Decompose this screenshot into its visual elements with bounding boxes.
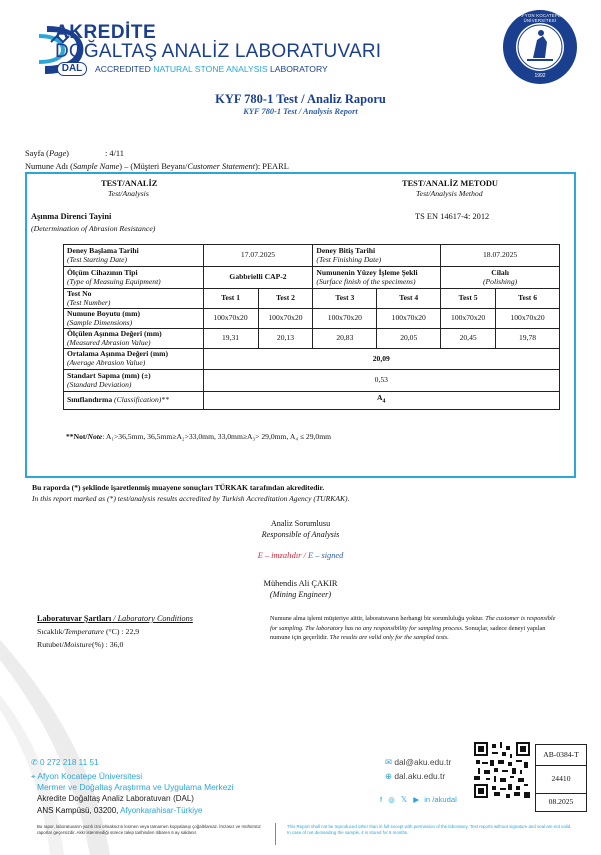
test-name: Aşınma Direnci Tayini bbox=[31, 212, 112, 221]
table-row bbox=[64, 349, 560, 370]
end-label: Deney Bitiş Tarihi bbox=[316, 245, 376, 255]
document-id-box bbox=[535, 744, 587, 812]
device-label-en: (Type of Measuing Equipment) bbox=[67, 276, 161, 286]
sd-label-en: (Standard Deviation) bbox=[67, 379, 132, 389]
page-label: Sayfa ( bbox=[25, 149, 49, 158]
page-label-en: Page bbox=[48, 149, 67, 158]
test-number: Test 3 bbox=[313, 289, 377, 309]
footer-divider bbox=[275, 823, 276, 845]
accreditation-tr: Bu raporda (*) şeklinde işaretlenmiş muayene sonuçları TÜRKAK tarafından akreditedir. bbox=[32, 483, 325, 492]
disclaimer-tr1: Numune alma işlemi müşteriye aittir, laboratuvarın herhangi bir sorumluluğu yoktur. bbox=[270, 615, 484, 622]
test-number: Test 4 bbox=[377, 289, 441, 309]
end-label-cell bbox=[313, 245, 441, 267]
university-seal bbox=[503, 10, 577, 84]
dim-value: 100x70x20 bbox=[203, 309, 258, 329]
footer-social bbox=[380, 795, 457, 804]
surface-value-en: (Polishing) bbox=[483, 276, 518, 286]
dim-value: 100x70x20 bbox=[441, 309, 496, 329]
dim-label: Numune Boyutu (mm) bbox=[67, 308, 140, 318]
test-method: TS EN 14617-4: 2012 bbox=[415, 212, 490, 221]
engineer-name: Mühendis Ali ÇAKIR bbox=[263, 579, 338, 588]
class-sub: 4 bbox=[382, 398, 386, 405]
table-row bbox=[64, 329, 560, 349]
sample-label: Numune Adı ( bbox=[25, 162, 73, 171]
page-label-end: ) bbox=[66, 149, 69, 158]
test-number: Test 6 bbox=[496, 289, 560, 309]
university-name: Afyon Kocatepe Üniversitesi bbox=[37, 771, 143, 781]
responsible-title: Analiz Sorumlusu bbox=[270, 519, 331, 528]
sample-label-en: Sample Name bbox=[72, 162, 120, 171]
surface-label: Numunenin Yüzey İşleme Şekli bbox=[316, 267, 418, 277]
globe-icon: ⊕ bbox=[385, 771, 393, 781]
qr-code[interactable] bbox=[474, 742, 530, 798]
disclaimer-en1: The customer is responsible for sampling. The laboratory has no any responsibility for sampling process. bbox=[270, 615, 556, 632]
avg-label: Ortalama Aşınma Değeri (mm) bbox=[67, 349, 169, 359]
disclaimer-en2: The results are valid only for the sampled tests. bbox=[328, 634, 449, 642]
logo-line2: DOĞALTAŞ ANALİZ LABORATUVARI bbox=[55, 41, 382, 62]
doc-date: 08.2025 bbox=[536, 794, 587, 812]
sampling-disclaimer bbox=[270, 614, 562, 643]
start-label-en: (Test Starting Date) bbox=[67, 254, 128, 264]
phone-icon: ✆ bbox=[31, 758, 38, 767]
sd-label-cell bbox=[64, 370, 204, 392]
footer-university bbox=[31, 771, 142, 782]
footer-center: Mermer ve Doğaltaş Araştırma ve Uygulama Merkezi bbox=[37, 782, 234, 792]
esign-en: E – signed bbox=[307, 551, 344, 560]
dim-value: 100x70x20 bbox=[313, 309, 377, 329]
test-number: Test 1 bbox=[203, 289, 258, 309]
fine-print-tr: Bu rapor, laboratuvarın yazılı izni olmaksızın kısmen veya tamamen kopyalanıp çoğaltılamaz. İmzasız ve mühürsüz raporlar geçersizdir. Akkr istenmediği sürece talep tarihinden itibaren 6 ay saklanır. bbox=[37, 824, 261, 835]
table-row bbox=[64, 289, 560, 309]
testno-label-en: (Test Number) bbox=[67, 297, 111, 307]
sample-mid-en: Customer Statement bbox=[187, 162, 256, 171]
class-label-en: (Classification)** bbox=[112, 395, 169, 405]
linkedin-icon[interactable]: in bbox=[424, 795, 431, 804]
avg-value: 20,09 bbox=[203, 349, 559, 370]
footer-lab: Akredite Doğaltaş Analiz Laboratuvarı (DAL) bbox=[37, 794, 194, 803]
class-value: A bbox=[377, 393, 383, 403]
logo-line1: AKREDİTE bbox=[55, 22, 157, 43]
test-head-en: Test/Analysis bbox=[108, 189, 149, 198]
class-note bbox=[66, 432, 331, 441]
device-value: Gabbrielli CAP-2 bbox=[203, 267, 313, 289]
start-label: Deney Başlama Tarihi bbox=[67, 245, 139, 255]
sd-label: Standart Sapma (mm) (±) bbox=[67, 370, 151, 380]
abr-value: 20,13 bbox=[258, 329, 313, 349]
test-name-en: (Determination of Abrasion Resistance) bbox=[31, 224, 156, 233]
youtube-icon[interactable]: ▶ bbox=[413, 795, 420, 804]
class-value-cell bbox=[203, 392, 559, 410]
fine-print-en: This Report shall not be reproduced other than in full except with permission of the laboratory. Test reports without signature and seal are not valid. In case of not demanding the sample, it is stored for 6 months. bbox=[287, 824, 572, 835]
responsible-title-en: Responsible of Analysis bbox=[261, 530, 340, 539]
facebook-icon[interactable]: f bbox=[380, 795, 383, 804]
class-label-cell bbox=[64, 392, 204, 410]
lab-logo bbox=[33, 22, 382, 82]
email-link[interactable]: dal@aku.edu.tr bbox=[394, 757, 452, 767]
dim-label-cell bbox=[64, 309, 204, 329]
method-head: TEST/ANALİZ METODU bbox=[402, 179, 498, 188]
footer-web bbox=[385, 771, 445, 781]
esign-sep: / bbox=[301, 551, 308, 560]
end-label-en: (Test Finishing Date) bbox=[316, 254, 382, 264]
seal-text: AFYON KOCATEPE ÜNİVERSİTESİ bbox=[518, 13, 562, 23]
lab-conditions-title bbox=[37, 614, 193, 623]
abr-value: 20,05 bbox=[377, 329, 441, 349]
logo-subtitle bbox=[95, 64, 328, 74]
hum-label: Rutubet/ bbox=[37, 640, 64, 649]
logo-sub-c: LABORATORY bbox=[267, 64, 328, 74]
table-row bbox=[64, 309, 560, 329]
hum-value: (%) : 36,0 bbox=[92, 640, 124, 649]
location-icon: ⌖ bbox=[31, 772, 36, 781]
logo-badge: DAL bbox=[57, 62, 87, 76]
abr-label-en: (Measured Abrasion Value) bbox=[67, 337, 151, 347]
device-label: Ölçüm Cihazının Tipi bbox=[67, 267, 138, 277]
results-table bbox=[63, 244, 560, 410]
instagram-icon[interactable]: ◎ bbox=[388, 795, 395, 804]
address-b: Afyonkarahisar-Türkiye bbox=[120, 806, 203, 815]
web-link[interactable]: dal.aku.edu.tr bbox=[394, 771, 446, 781]
abr-value: 20,83 bbox=[313, 329, 377, 349]
sample-info bbox=[25, 162, 289, 171]
page-value: : 4/11 bbox=[105, 149, 124, 158]
sample-value: ): PEARL bbox=[255, 162, 289, 171]
abr-value: 20,45 bbox=[441, 329, 496, 349]
note-label-en: Note bbox=[87, 432, 103, 441]
sample-mid: ) – (Müşteri Beyanı/ bbox=[119, 162, 188, 171]
x-icon[interactable]: 𝕏 bbox=[401, 795, 408, 804]
testno-label: Test No bbox=[67, 288, 92, 298]
avg-label-en: (Average Abrasion Value) bbox=[67, 358, 146, 367]
testno-label-cell bbox=[64, 289, 204, 309]
dim-label-en: (Sample Dimensions) bbox=[67, 317, 133, 327]
conditions-title: Laboratuvar Şartları bbox=[37, 614, 112, 623]
surface-label-en: (Surface finish of the specimens) bbox=[316, 276, 416, 286]
temp-value: (°C) : 22,9 bbox=[104, 627, 140, 636]
page-info bbox=[25, 149, 124, 158]
device-label-cell bbox=[64, 267, 204, 289]
accreditation-en: In this report marked as (*) test/analysis results accredited by Turkish Accreditation Agency (TURKAK). bbox=[32, 494, 350, 503]
seal-year: 1992 bbox=[534, 73, 546, 79]
logo-sub-a: ACCREDITED bbox=[95, 64, 154, 74]
logo-sub-b: NATURAL STONE ANALYSIS bbox=[153, 64, 268, 74]
dim-value: 100x70x20 bbox=[258, 309, 313, 329]
table-row bbox=[64, 392, 560, 410]
note-text: : A₁>36,5mm, 36,5mm≥A₂>33,0mm, 33,0mm≥A₃> 29,0mm, A₄ ≤ 29,0mm bbox=[102, 432, 332, 441]
note-label: **Not/ bbox=[66, 432, 88, 441]
engineer-role: (Mining Engineer) bbox=[269, 590, 332, 599]
footer-phone bbox=[31, 758, 99, 767]
table-row bbox=[64, 267, 560, 289]
abr-label-cell bbox=[64, 329, 204, 349]
start-label-cell bbox=[64, 245, 204, 267]
dim-value: 100x70x20 bbox=[377, 309, 441, 329]
footer-email bbox=[385, 757, 451, 767]
disclaimer-tr2: Sonuçlar, sadece deneyi yapılan numune için geçerlidir. bbox=[270, 624, 546, 642]
abr-label: Ölçülen Aşınma Değeri (mm) bbox=[67, 328, 162, 338]
surface-label-cell bbox=[313, 267, 441, 289]
abr-value: 19,31 bbox=[203, 329, 258, 349]
avg-label-cell bbox=[64, 349, 204, 370]
table-row bbox=[64, 245, 560, 267]
phone-number[interactable]: 0 272 218 11 51 bbox=[39, 758, 99, 767]
method-head-en: Test/Analysis Method bbox=[416, 189, 483, 198]
hum-label-en: Moisture bbox=[63, 640, 92, 649]
social-handle[interactable]: /akudal bbox=[432, 795, 457, 804]
table-row bbox=[64, 370, 560, 392]
e-signature bbox=[0, 551, 601, 560]
doc-number: 24410 bbox=[536, 766, 587, 794]
address-a: ANS Kampüsü, 03200, bbox=[37, 806, 121, 815]
email-icon: ✉ bbox=[385, 757, 393, 767]
abr-value: 19,78 bbox=[496, 329, 560, 349]
conditions-title-en: / Laboratory Conditions bbox=[111, 614, 193, 623]
temperature-row bbox=[37, 627, 139, 636]
test-number: Test 5 bbox=[441, 289, 496, 309]
surface-value-cell bbox=[441, 267, 560, 289]
moisture-row bbox=[37, 640, 124, 649]
class-label: Sınıflandırma bbox=[67, 395, 113, 405]
sd-value: 0,53 bbox=[203, 370, 559, 392]
footer-address bbox=[37, 806, 202, 815]
report-subtitle: KYF 780-1 Test / Analysis Report bbox=[243, 107, 358, 116]
dim-value: 100x70x20 bbox=[496, 309, 560, 329]
surface-value: Cilalı bbox=[491, 267, 509, 277]
esign-tr: E – imzalıdır bbox=[257, 551, 302, 560]
end-value: 18.07.2025 bbox=[441, 245, 560, 267]
doc-id: AB-0384-T bbox=[536, 745, 587, 766]
start-value: 17.07.2025 bbox=[203, 245, 313, 267]
temp-label-en: Temperature bbox=[64, 627, 105, 636]
test-number: Test 2 bbox=[258, 289, 313, 309]
test-head: TEST/ANALİZ bbox=[101, 179, 158, 188]
report-title: KYF 780-1 Test / Analiz Raporu bbox=[215, 92, 386, 106]
temp-label: Sıcaklık/ bbox=[37, 627, 65, 636]
